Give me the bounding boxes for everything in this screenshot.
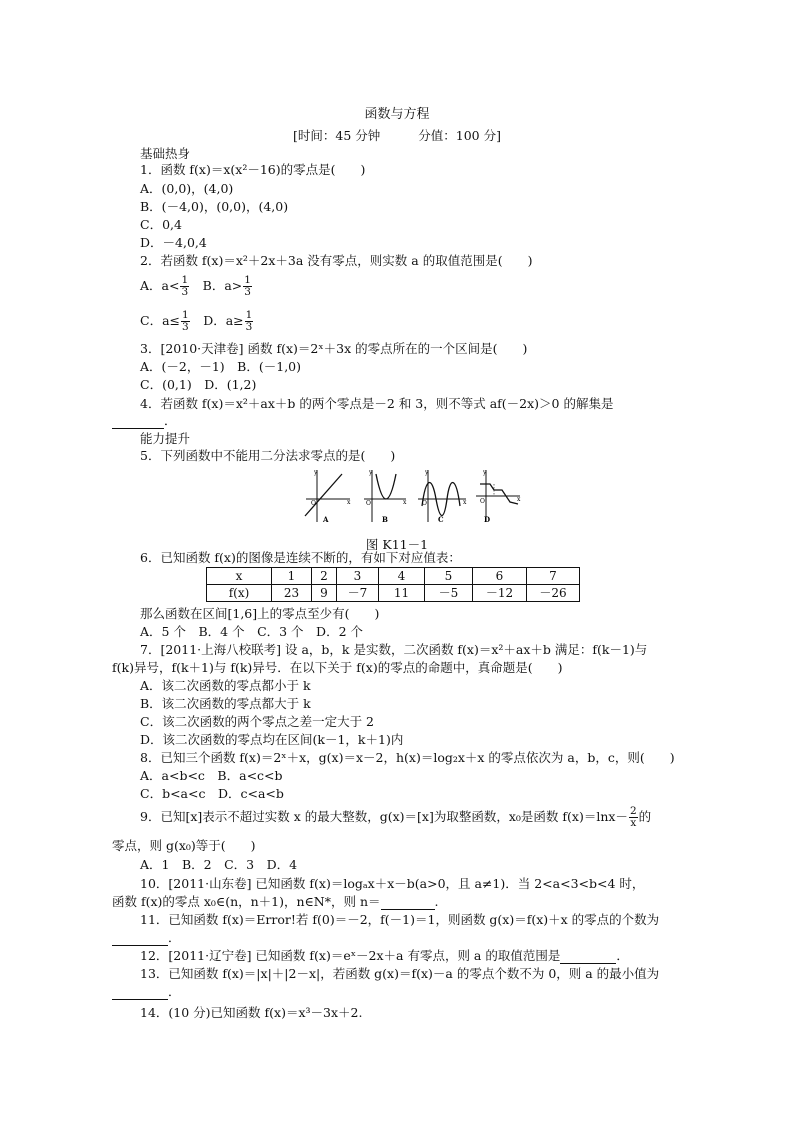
axis-y-label: y — [369, 469, 373, 476]
q2-options-ab — [140, 273, 253, 299]
q13-line1: 13．已知函数 f(x)＝|x|＋|2－x|，若函数 g(x)＝f(x)－a 的零点个数不为 0，则 a 的最小值为 — [140, 966, 660, 981]
q3-options-cd: C．(0,1) D．(1,2) — [140, 377, 257, 392]
q12-blank — [560, 950, 616, 964]
fraction-one-third: $\frac{1}{3}$ — [244, 274, 251, 298]
page-title: 函数与方程 — [364, 107, 430, 122]
value-table — [206, 567, 580, 602]
table-cell: x — [207, 568, 272, 585]
q13-blank — [112, 986, 168, 1000]
table-cell: 6 — [473, 568, 527, 585]
fraction-two-over-x: $\frac{2}{x}$ — [629, 805, 637, 829]
q7-line1: 7．[2011·上海八校联考] 设 a，b，k 是实数，二次函数 f(x)＝x²＋ax＋b 满足：f(k－1)与 — [140, 642, 648, 657]
q3-options-ab: A．(－2，－1) B．(－1,0) — [140, 359, 302, 374]
fraction-one-third: $\frac{1}{3}$ — [181, 274, 189, 298]
table-cell: 2 — [312, 568, 337, 585]
graph-b-label: B — [382, 515, 388, 524]
origin-label: O — [311, 500, 316, 507]
time-score-line — [0, 126, 794, 144]
q2-c-label: C．a≤ — [140, 313, 180, 328]
section-basic: 基础热身 — [140, 146, 191, 161]
axis-x-label: x — [403, 499, 407, 506]
q9-line2: 零点，则 g(x₀)等于( ) — [112, 838, 256, 853]
table-cell: 1 — [272, 568, 312, 585]
table-cell: 9 — [312, 585, 337, 602]
q1-stem: 1．函数 f(x)＝x(x²－16)的零点是( ) — [140, 162, 366, 177]
q14-line1: 14．(10 分)已知函数 f(x)＝x³－3x＋2. — [140, 1005, 363, 1020]
table-cell: 7 — [527, 568, 580, 585]
q8-options-cd: C．b<a<c D．c<a<b — [140, 786, 284, 801]
q11-answer-line: ． — [112, 930, 181, 946]
axis-x-label: x — [347, 499, 351, 506]
time-label: [时间：45 分钟 — [293, 128, 381, 143]
q8-options-ab: A．a<b<c B．a<c<b — [140, 768, 283, 783]
q10-line2: 函数 f(x)的零点 x₀∈(n，n＋1)，n∈N*，则 n＝ . — [112, 894, 439, 909]
section-advanced: 能力提升 — [140, 431, 191, 446]
q2-options-cd — [140, 308, 254, 334]
origin-label: O — [422, 500, 427, 507]
table-cell: 5 — [425, 568, 473, 585]
table-row — [207, 568, 580, 585]
score-label: 分值：100 分] — [418, 128, 501, 143]
figure-caption: 图 K11－1 — [365, 537, 429, 552]
q7-option-a: A．该二次函数的零点都小于 k — [140, 678, 311, 693]
graph-a — [302, 466, 354, 526]
q6-stem: 6．已知函数 f(x)的图像是连续不断的，有如下对应值表： — [140, 550, 461, 565]
graph-a-label: A — [323, 515, 329, 524]
graph-c-label: C — [438, 515, 444, 524]
q11-line1: 11．已知函数 f(x)＝Error!若 f(0)＝－2，f(－1)＝1，则函数 g(x)＝f(x)＋x 的零点的个数为 — [140, 912, 660, 927]
origin-label: O — [366, 500, 371, 507]
q4-stem: 4．若函数 f(x)＝x²＋ax＋b 的两个零点是－2 和 3，则不等式 af(－2x)＞0 的解集是 — [140, 396, 614, 411]
q7-option-b: B．该二次函数的零点都大于 k — [140, 696, 311, 711]
q4-answer-line: ． — [112, 413, 177, 429]
q5-stem: 5．下列函数中不能用二分法求零点的是( ) — [140, 448, 396, 463]
q9-options: A．1 B．2 C．3 D．4 — [140, 857, 298, 872]
axis-y-label: y — [425, 469, 429, 476]
q10-blank — [381, 896, 435, 910]
q6-options: A．5 个 B．4 个 C．3 个 D．2 个 — [140, 624, 364, 639]
fraction-one-third: $\frac{1}{3}$ — [245, 309, 253, 333]
table-cell: f(x) — [207, 585, 272, 602]
graph-b — [360, 466, 410, 526]
axis-y-label: y — [483, 469, 487, 476]
q8-stem: 8．已知三个函数 f(x)＝2ˣ＋x，g(x)＝x－2，h(x)＝log₂x＋x 的零点依次为 a，b，c，则( ) — [140, 750, 675, 765]
origin-label: O — [480, 498, 485, 505]
table-cell: －26 — [527, 585, 580, 602]
q2-b-label: B．a> — [190, 278, 243, 293]
q1-option-d: D．－4,0,4 — [140, 235, 207, 250]
q9-line1: 9．已知[x]表示不超过实数 x 的最大整数，g(x)＝[x]为取整函数，x₀是函数 f(x)＝lnx－ $\frac{2}{x}$ 的 — [140, 805, 652, 829]
q13-answer-line: ． — [112, 984, 181, 1000]
table-cell: 11 — [379, 585, 425, 602]
table-cell: －12 — [473, 585, 527, 602]
axis-x-label: x — [517, 496, 521, 503]
q1-option-c: C．0,4 — [140, 217, 182, 232]
q7-option-d: D．该二次函数的零点均在区间(k－1，k＋1)内 — [140, 732, 404, 747]
q12-line1: 12．[2011·辽宁卷] 已知函数 f(x)＝eˣ－2x＋a 有零点，则 a 的取值范围是 ． — [140, 948, 629, 963]
graph-c — [414, 466, 470, 526]
q4-blank — [112, 415, 164, 429]
q6-ask: 那么函数在区间[1,6]上的零点至少有( ) — [140, 606, 380, 621]
graph-d — [472, 466, 524, 526]
q10-line1: 10．[2011·山东卷] 已知函数 f(x)＝logₐx＋x－b(a>0，且 a≠1)．当 2<a<3<b<4 时， — [140, 876, 645, 891]
q3-stem: 3．[2010·天津卷] 函数 f(x)＝2ˣ＋3x 的零点所在的一个区间是( ) — [140, 341, 528, 356]
q2-a-label: A．a< — [140, 278, 180, 293]
q2-stem: 2．若函数 f(x)＝x²＋2x＋3a 没有零点，则实数 a 的取值范围是( ) — [140, 253, 533, 268]
table-row — [207, 585, 580, 602]
table-cell: 4 — [379, 568, 425, 585]
table-cell: －7 — [337, 585, 379, 602]
fraction-one-third: $\frac{1}{3}$ — [182, 309, 189, 333]
table-cell: 3 — [337, 568, 379, 585]
q1-option-a: A．(0,0)，(4,0) — [140, 181, 234, 196]
table-cell: 23 — [272, 585, 312, 602]
axis-y-label: y — [314, 469, 318, 476]
q1-option-b: B．(－4,0)，(0,0)，(4,0) — [140, 199, 289, 214]
graph-d-label: D — [484, 515, 491, 524]
q7-option-c: C．该二次函数的两个零点之差一定大于 2 — [140, 714, 374, 729]
q11-blank — [112, 932, 168, 946]
axis-x-label: x — [463, 499, 467, 506]
table-cell: －5 — [425, 585, 473, 602]
q7-line2: f(k)异号，f(k＋1)与 f(k)异号．在以下关于 f(x)的零点的命题中，真命题是( ) — [112, 660, 563, 675]
q2-d-label: D．a≥ — [190, 313, 244, 328]
